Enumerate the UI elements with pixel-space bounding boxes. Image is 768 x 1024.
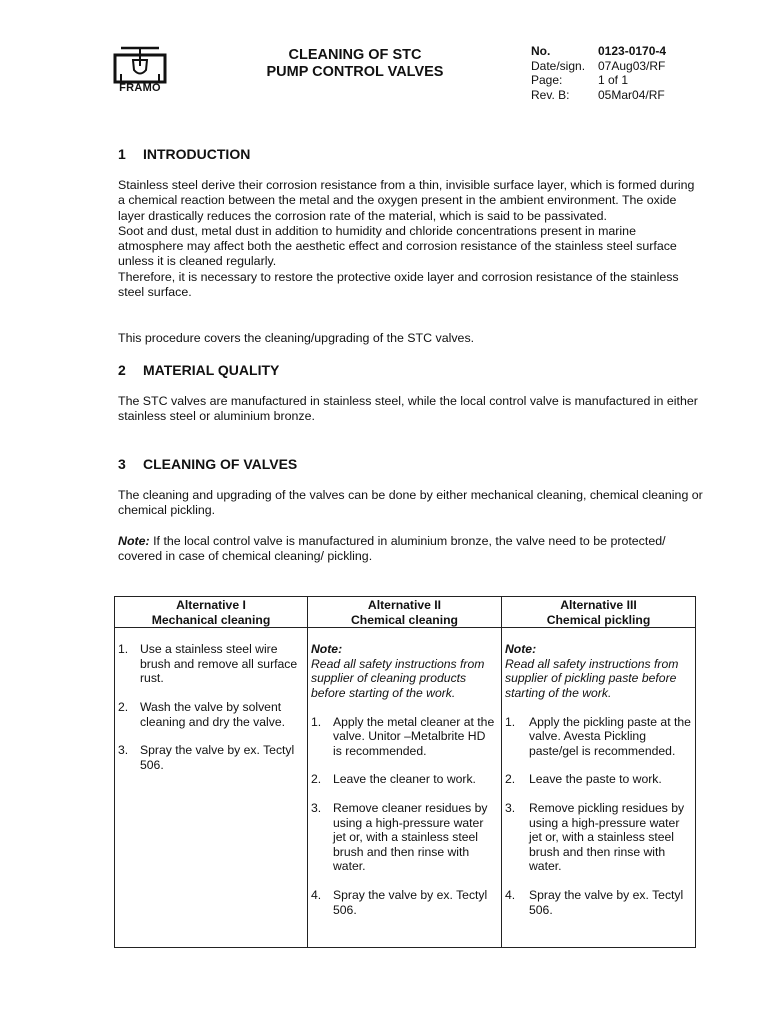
column-header-mechanical (115, 597, 308, 628)
meta-row-date (531, 59, 666, 74)
list-item (505, 801, 691, 874)
note-text: Read all safety instructions from supplier of pickling paste before starting of the work. (505, 656, 679, 700)
table-body-row (115, 628, 696, 948)
intro-text-2: Soot and dust, metal dust in addition to humidity and chloride concentrations present in marine atmosphere may affect both the aesthetic effect and corrosion resistance of the stainless steel surface unless it is cleaned regularly. (118, 223, 677, 269)
section-number: 1 (118, 146, 126, 162)
cleaning-paragraph: The cleaning and upgrading of the valves can be done by either mechanical cleaning, chemical cleaning or chemical pickling. (118, 488, 703, 518)
title-line-1: CLEANING OF STC (288, 47, 422, 63)
document-meta (531, 44, 666, 102)
list-item (505, 715, 691, 759)
step-number: 1. (118, 642, 129, 657)
table-header-row (115, 597, 696, 628)
step-number: 3. (311, 800, 322, 815)
step-number: 3. (118, 743, 129, 758)
step-text: Apply the metal cleaner at the valve. Unitor –Metalbrite HD is recommended. (333, 714, 495, 758)
list-item (505, 772, 691, 787)
document-title (240, 47, 470, 81)
section-number: 3 (118, 456, 126, 472)
column-header-chemical-cleaning (308, 597, 502, 628)
list-item (311, 715, 497, 759)
step-number: 3. (505, 800, 516, 815)
meta-label: Date/sign. (531, 58, 586, 73)
list-item (505, 888, 691, 917)
step-text: Remove pickling residues by using a high-pressure water jet or, with a stainless steel brush and then rinse with water. (529, 800, 685, 874)
list-item (118, 743, 303, 772)
step-number: 2. (118, 699, 129, 714)
column-heading-alt: Alternative I (176, 598, 246, 612)
chemical-pickling-cell (502, 628, 696, 948)
section-number: 2 (118, 362, 126, 378)
meta-label: No. (531, 44, 551, 58)
column-heading-alt: Alternative II (367, 598, 442, 612)
list-item (311, 888, 497, 917)
intro-text-1: Stainless steel derive their corrosion resistance from a thin, invisible surface layer, which is formed during a chemical reaction between the metal and the oxygen present in the ambient environment. The oxide layer drastically reduces the corrosion rate of the material, which is said to be passivated. (118, 178, 695, 223)
meta-row-revision (531, 88, 666, 103)
section-title: INTRODUCTION (143, 146, 251, 162)
chemical-cleaning-cell (308, 628, 502, 948)
intro-text-3: Therefore, it is necessary to restore the protective oxide layer and corrosion resistance of the stainless steel surface. (118, 269, 679, 300)
meta-label: Rev. B: (531, 87, 570, 102)
step-text: Leave the cleaner to work. (333, 772, 476, 787)
meta-value: 1 of 1 (598, 73, 629, 87)
meta-value: 07Aug03/RF (598, 58, 666, 73)
framo-valve-icon (113, 46, 167, 84)
step-text: Spray the valve by ex. Tectyl 506. (333, 887, 488, 917)
alternatives-table (114, 596, 696, 948)
meta-row-page (531, 73, 666, 88)
step-number: 2. (505, 772, 516, 787)
cleaning-note (118, 534, 703, 565)
column-heading-method: Mechanical cleaning (151, 612, 271, 627)
section-3-heading (118, 456, 297, 472)
step-number: 4. (505, 887, 516, 902)
logo-text: FRAMO (119, 82, 161, 94)
note-label: Note: (311, 642, 343, 657)
step-text: Spray the valve by ex. Tectyl 506. (529, 887, 684, 917)
framo-logo (113, 46, 167, 98)
section-title: MATERIAL QUALITY (143, 362, 280, 378)
intro-scope-text: This procedure covers the cleaning/upgrading of the STC valves. (118, 331, 475, 345)
note-label: Note: (118, 534, 150, 548)
mechanical-cleaning-cell (115, 628, 308, 948)
step-text: Remove cleaner residues by using a high-pressure water jet or, with a stainless steel brush and then rinse with water. (333, 800, 488, 874)
column-heading-method: Chemical pickling (546, 612, 651, 627)
section-1-heading (118, 146, 250, 162)
steps-list (118, 642, 303, 772)
note-text: Read all safety instructions from supplier of cleaning products before starting of the work. (311, 656, 485, 700)
note-text: If the local control valve is manufactured in aluminium bronze, the valve need to be protected/ covered in case of chemical cleaning/ pickling. (118, 534, 666, 564)
meta-label: Page: (531, 73, 563, 87)
section-title: CLEANING OF VALVES (143, 456, 298, 472)
column-heading-method: Chemical cleaning (350, 612, 458, 627)
step-number: 1. (311, 714, 322, 729)
list-item (118, 700, 303, 729)
list-item (311, 801, 497, 874)
step-text: Leave the paste to work. (529, 772, 662, 787)
steps-list (311, 715, 497, 918)
list-item (118, 642, 303, 686)
intro-paragraph (118, 178, 703, 300)
column-heading-alt: Alternative III (560, 598, 637, 612)
step-text: Wash the valve by solvent cleaning and dry the valve. (140, 699, 285, 729)
note-label: Note: (505, 642, 537, 657)
step-number: 4. (311, 887, 322, 902)
section-2-heading (118, 362, 279, 378)
title-line-2: PUMP CONTROL VALVES (266, 64, 444, 80)
column-header-chemical-pickling (502, 597, 696, 628)
step-text: Apply the pickling paste at the valve. Avesta Pickling paste/gel is recommended. (529, 714, 691, 758)
meta-value: 05Mar04/RF (598, 87, 665, 102)
list-item (311, 772, 497, 787)
meta-value: 0123-0170-4 (598, 44, 667, 58)
step-text: Use a stainless steel wire brush and remove all surface rust. (140, 642, 298, 686)
step-text: Spray the valve by ex. Tectyl 506. (140, 743, 295, 772)
steps-list (505, 715, 691, 918)
step-number: 1. (505, 714, 516, 729)
step-number: 2. (311, 772, 322, 787)
material-paragraph: The STC valves are manufactured in stainless steel, while the local control valve is manufactured in either stainless steel or aluminium bronze. (118, 394, 698, 424)
meta-row-number (531, 44, 666, 59)
